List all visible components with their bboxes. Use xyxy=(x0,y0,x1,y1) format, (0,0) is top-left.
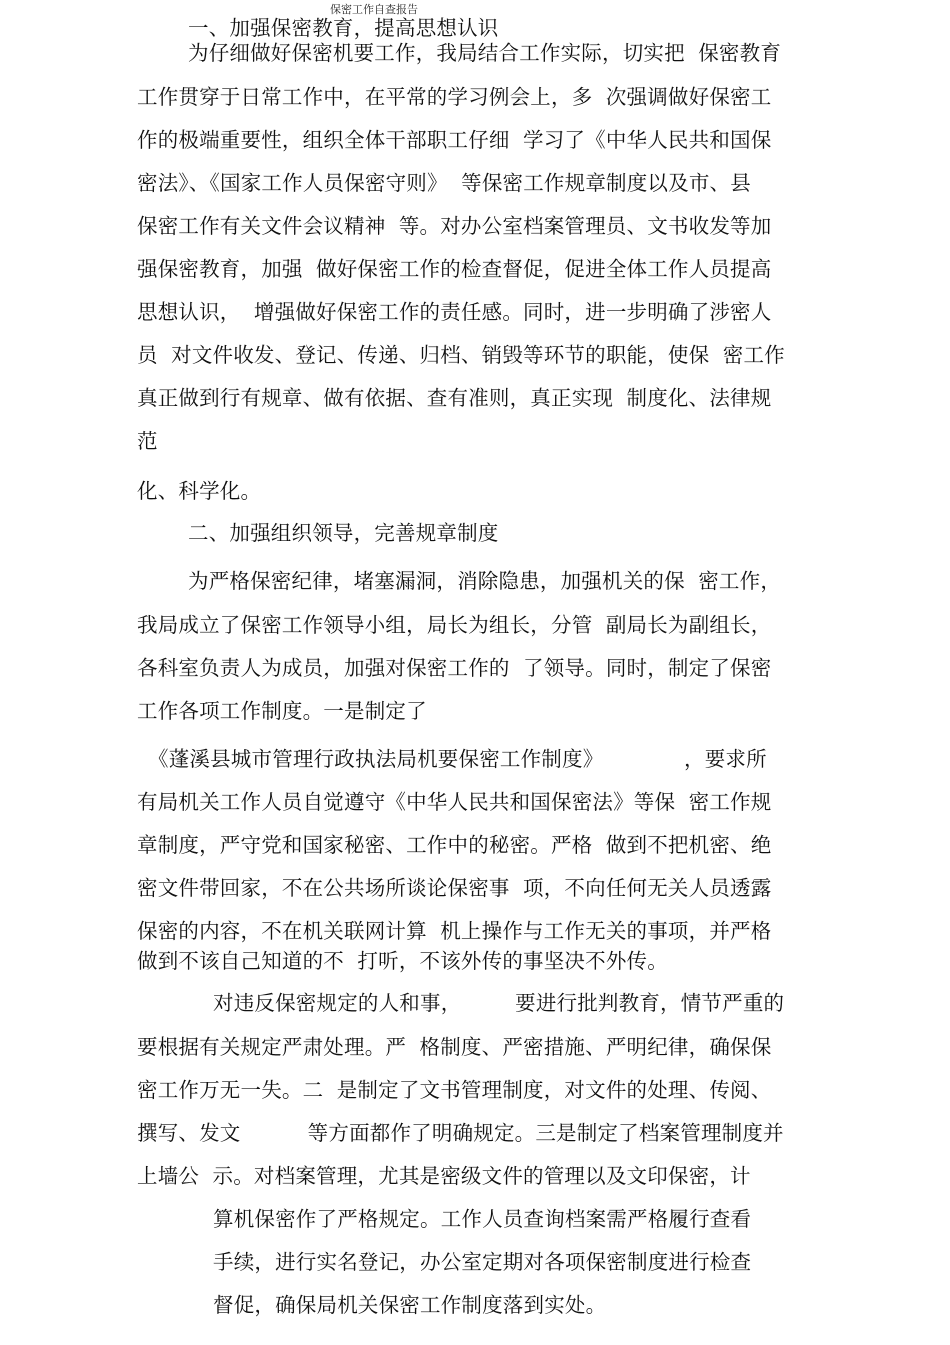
paragraph-line: 督促，确保局机关保密工作制度落到实处。 xyxy=(213,1293,607,1317)
paragraph-line: 手续，进行实名登记，办公室定期对各项保密制度进行检查 xyxy=(213,1250,752,1274)
paragraph-line: 为严格保密纪律，堵塞漏洞，消除隐患，加强机关的保 密工作， xyxy=(188,569,782,593)
section-heading-2: 二、加强组织领导，完善规章制度 xyxy=(188,521,499,545)
page-header: 保密工作自查报告 xyxy=(330,3,418,16)
paragraph-line: 保密工作有关文件会议精神 等。对办公室档案管理员、文书收发等加 xyxy=(137,214,772,238)
paragraph-line: 有局机关工作人员自觉遵守《中华人民共和国保密法》等保 密工作规 xyxy=(137,790,772,814)
paragraph-line: 工作贯穿于日常工作中，在平常的学习例会上，多 次强调做好保密工 xyxy=(137,85,772,109)
paragraph-line: 强保密教育，加强 做好保密工作的检查督促，促进全体工作人员提高 xyxy=(137,257,772,281)
paragraph-line: 算机保密作了严格规定。工作人员查询档案需严格履行查看 xyxy=(213,1207,752,1231)
paragraph-line: 化、科学化。 xyxy=(137,479,262,503)
paragraph-line: 真正做到行有规章、做有依据、查有准则，真正实现 制度化、法律规 xyxy=(137,386,772,410)
paragraph-line: 密法》、《国家工作人员保密守则》 等保密工作规章制度以及市、县 xyxy=(137,171,751,195)
paragraph-line: 作的极端重要性，组织全体干部职工仔细 学习了《中华人民共和国保 xyxy=(137,128,772,152)
paragraph-line: 要根据有关规定严肃处理。严 格制度、严密措施、严明纪律，确保保 xyxy=(137,1035,772,1059)
paragraph-line: 上墙公 示。对档案管理，尤其是密级文件的管理以及文印保密，计 xyxy=(137,1164,751,1188)
paragraph-line: 工作各项工作制度。一是制定了 xyxy=(137,699,427,723)
paragraph-line: 做到不该自己知道的不 打听，不该外传的事坚决不外传。 xyxy=(137,949,668,973)
paragraph-line: 《蓬溪县城市管理行政执法局机要保密工作制度》 ，要求所 xyxy=(148,747,767,771)
paragraph-line: 密文件带回家，不在公共场所谈论保密事 项，不向任何无关人员透露 xyxy=(137,876,772,900)
paragraph-line: 保密的内容，不在机关联网计算 机上操作与工作无关的事项，并严格 xyxy=(137,919,772,943)
paragraph-line: 我局成立了保密工作领导小组，局长为组长，分管 副局长为副组长， xyxy=(137,613,772,637)
paragraph-line: 为仔细做好保密机要工作，我局结合工作实际，切实把 保密教育 xyxy=(188,41,782,65)
paragraph-line: 密工作万无一失。二 是制定了文书管理制度，对文件的处理、传阅、 xyxy=(137,1078,772,1102)
paragraph-line: 撰写、发文 等方面都作了明确规定。三是制定了档案管理制度并 xyxy=(137,1121,784,1145)
paragraph-line: 章制度，严守党和国家秘密、工作中的秘密。严格 做到不把机密、绝 xyxy=(137,833,772,857)
paragraph-line: 范 xyxy=(137,429,158,453)
paragraph-line: 思想认识， 增强做好保密工作的责任感。同时，进一步明确了涉密人 xyxy=(137,300,772,324)
paragraph-line: 各科室负责人为成员，加强对保密工作的 了领导。同时，制定了保密 xyxy=(137,656,772,680)
section-heading-1: 一、加强保密教育，提高思想认识 xyxy=(188,16,499,40)
paragraph-line: 员 对文件收发、登记、传递、归档、销毁等环节的职能，使保 密工作 xyxy=(137,343,785,367)
paragraph-line: 对违反保密规定的人和事， 要进行批判教育，情节严重的 xyxy=(213,991,785,1015)
